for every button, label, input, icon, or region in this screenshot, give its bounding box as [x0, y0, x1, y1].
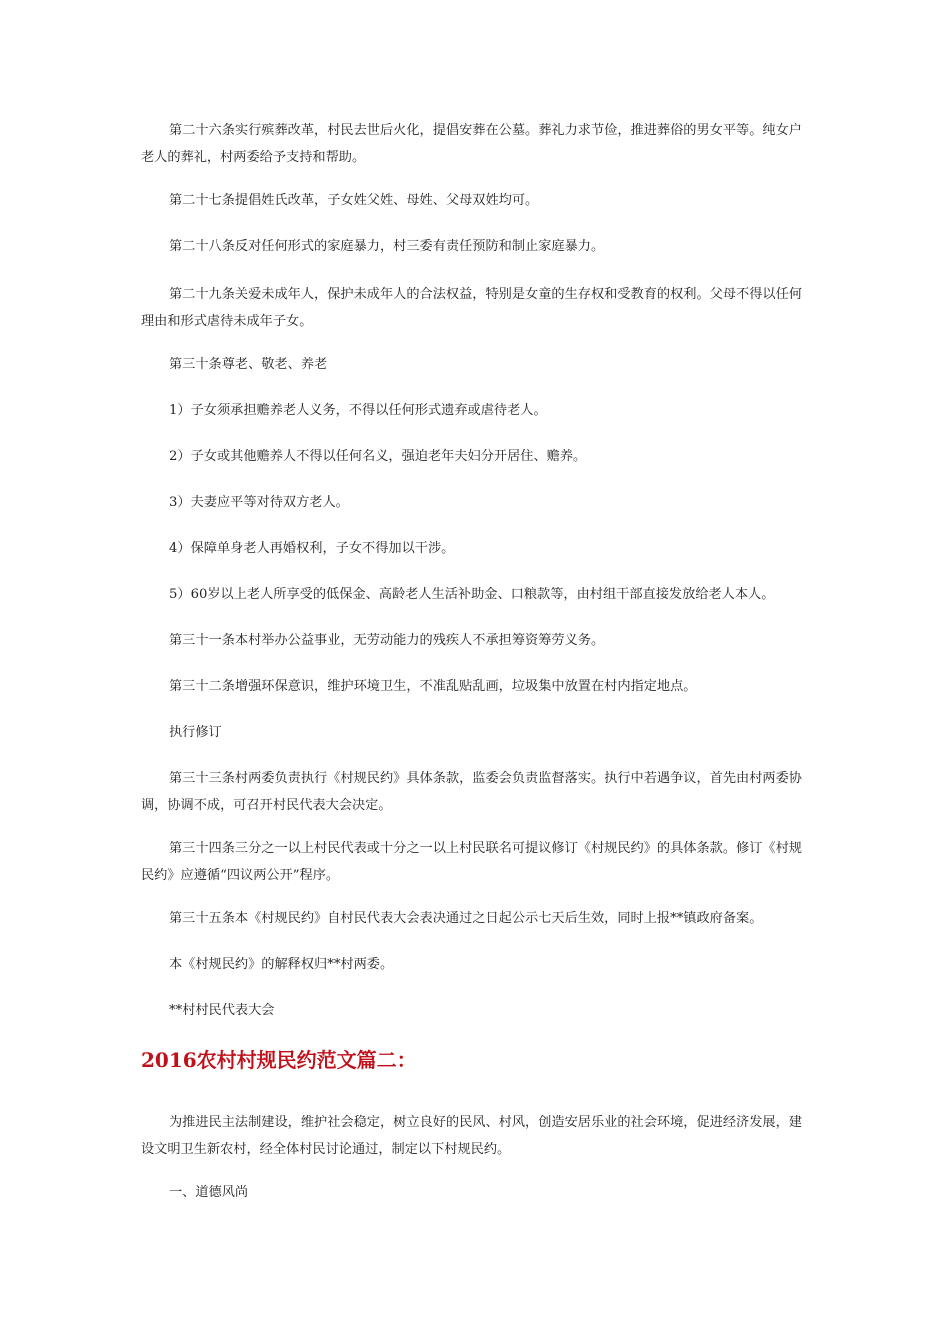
article-33: 第三十三条村两委负责执行《村规民约》具体条款，监委会负责监督落实。执行中若遇争议，首先由村两委协调，协调不成，可召开村民代表大会决定。: [141, 771, 802, 813]
article-30-item-4: 4）保障单身老人再婚权利，子女不得加以干涉。: [169, 541, 455, 556]
article-32: 第三十二条增强环保意识，维护环境卫生，不准乱贴乱画，垃圾集中放置在村内指定地点。: [169, 679, 697, 694]
article-30-item-2: 2）子女或其他赡养人不得以任何名义，强迫老年夫妇分开居住、赡养。: [169, 449, 587, 464]
section-execution-revision: 执行修订: [169, 725, 222, 740]
article-30-item-3: 3）夫妻应平等对待双方老人。: [169, 495, 349, 510]
article-29: 第二十九条关爱未成年人，保护未成年人的合法权益，特别是女童的生存权和受教育的权利。父母不得以任何理由和形式虐待未成年子女。: [141, 287, 802, 329]
article-28: 第二十八条反对任何形式的家庭暴力，村三委有责任预防和制止家庭暴力。: [169, 239, 605, 254]
article-34: 第三十四条三分之一以上村民代表或十分之一以上村民联名可提议修订《村规民约》的具体条款。修订《村规民约》应遵循“四议两公开”程序。: [141, 841, 802, 883]
article-31: 第三十一条本村举办公益事业，无劳动能力的残疾人不承担筹资筹劳义务。: [169, 633, 605, 648]
section-heading: 2016农村村规民约范文篇二：: [141, 1048, 417, 1072]
article-30-item-1: 1）子女须承担赡养老人义务，不得以任何形式遗弃或虐待老人。: [169, 403, 547, 418]
article-35: 第三十五条本《村规民约》自村民代表大会表决通过之日起公示七天后生效，同时上报**镇政府备案。: [169, 911, 763, 926]
interpretation-clause: 本《村规民约》的解释权归**村两委。: [169, 957, 394, 972]
preamble-paragraph: 为推进民主法制建设，维护社会稳定，树立良好的民风、村风，创造安居乐业的社会环境，促进经济发展，建设文明卫生新农村，经全体村民讨论通过，制定以下村规民约。: [141, 1115, 802, 1157]
signature-line: **村村民代表大会: [169, 1003, 275, 1018]
article-27: 第二十七条提倡姓氏改革，子女姓父姓、母姓、父母双姓均可。: [169, 193, 539, 208]
chapter-1-title: 一、道德风尚: [169, 1185, 249, 1200]
article-30: 第三十条尊老、敬老、养老: [169, 357, 328, 372]
article-30-item-5: 5）60岁以上老人所享受的低保金、高龄老人生活补助金、口粮款等，由村组干部直接发放给老人本人。: [169, 587, 775, 602]
article-26: 第二十六条实行殡葬改革，村民去世后火化，提倡安葬在公墓。葬礼力求节俭，推进葬俗的男女平等。纯女户老人的葬礼，村两委给予支持和帮助。: [141, 123, 802, 165]
